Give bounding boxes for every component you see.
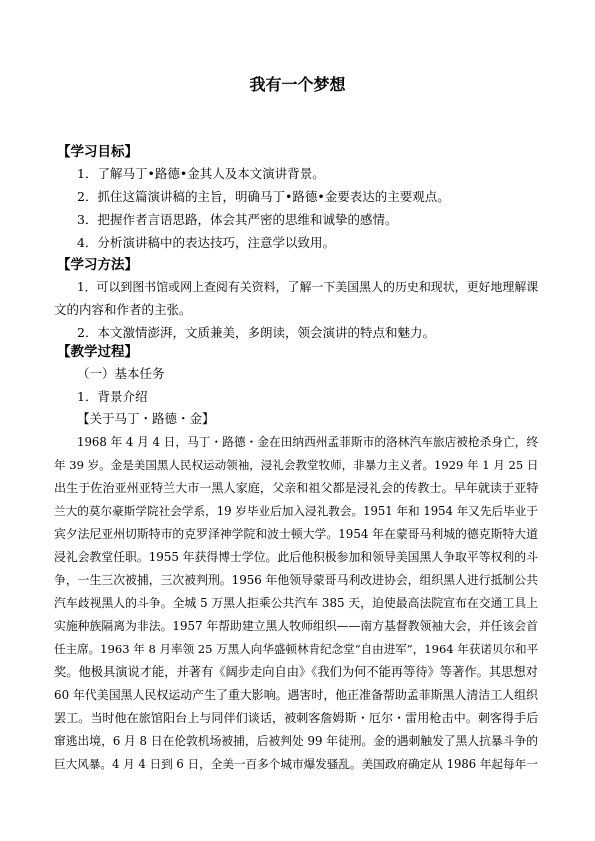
subheading: 1．背景介绍 — [77, 389, 148, 404]
paragraph-line: 宾夕法尼亚州切斯特市的克罗泽神学院和波士顿大学。1954 年在蒙哥马利城的德克斯特大道 — [54, 527, 538, 541]
paragraph-line: 兰大的莫尔豪斯学院社会学系，19 岁毕业后加入浸礼教会。1951 年和 1954 年又先后毕业于 — [54, 504, 538, 518]
goal-item: 1．了解马丁•路德•金其人及本文演讲背景。 — [77, 166, 325, 181]
method-item-continued: 文的内容和作者的主张。 — [54, 302, 192, 317]
goal-item: 3．把握作者言语思路，体会其严密的思维和诚挚的感情。 — [77, 212, 398, 227]
paragraph-line: 出生于佐治亚州亚特兰大市一黑人家庭，父亲和祖父都是浸礼会的传教士。早年就读于亚特 — [54, 481, 539, 495]
page-title: 我有一个梦想 — [249, 75, 346, 94]
method-item: 2．本文激情澎湃，文质兼美，多朗读，领会演讲的特点和魅力。 — [77, 325, 435, 340]
paragraph-line: 实施种族隔离为非法。1957 年帮助建立黑人牧师组织——南方基督教领袖大会，并任该会首 — [54, 619, 538, 633]
paragraph-line: 争，一生三次被捕，三次被判刑。1956 年他领导蒙哥马利改进协会，组织黑人进行抵制公共 — [54, 573, 538, 587]
paragraph-line: 浸礼会教堂任职。1955 年获得博士学位。此后他积极参加和领导美国黑人争取平等权利的斗 — [54, 550, 538, 564]
paragraph-line: 窜逃出境，6 月 8 日在伦敦机场被捕，后被判处 99 年徒刑。金的遇刺触发了黑人抗暴斗争的 — [54, 734, 538, 748]
paragraph-line: 60 年代美国黑人民权运动产生了重大影响。遇害时，他正准备帮助孟菲斯黑人清洁工人组织 — [54, 688, 538, 702]
paragraph-line: 任主席。1963 年 8 月率领 25 万黑人向华盛顿林肯纪念堂“自由进军”，1964 年获诺贝尔和平 — [54, 642, 539, 656]
goal-item: 2．抓住这篇演讲稿的主旨，明确马丁•路德•金要表达的主要观点。 — [77, 189, 450, 204]
goal-item: 4．分析演讲稿中的表达技巧，注意学以致用。 — [77, 235, 335, 250]
paragraph-line: 罢工。当时他在旅馆阳台上与同伴们谈话，被刺客詹姆斯・厄尔・雷用枪击中。刺客得手后 — [54, 711, 539, 725]
subheading: （一）基本任务 — [77, 366, 165, 381]
paragraph-line: 汽车歧视黑人的斗争。全城 5 万黑人拒乘公共汽车 385 天，迫使最高法院宣布在交通工具上 — [54, 596, 539, 610]
subheading: 【关于马丁・路德・金】 — [77, 411, 215, 426]
method-item: 1．可以到图书馆或网上查阅有关资料，了解一下美国黑人的历史和现状，更好地理解课 — [77, 280, 539, 294]
paragraph-line: 1968 年 4 月 4 日，马丁・路德・金在田纳西州孟菲斯市的洛林汽车旅店被枪杀身亡，终 — [77, 435, 539, 449]
section-heading-goals: 【学习目标】 — [57, 144, 138, 160]
section-heading-methods: 【学习方法】 — [57, 257, 138, 273]
paragraph-line: 巨大风暴。4 月 4 日到 6 日，全美一百多个城市爆发骚乱。美国政府确定从 1986 年起每年一 — [54, 757, 538, 771]
section-heading-process: 【教学过程】 — [57, 344, 138, 360]
paragraph-line: 奖。他极具演说才能，并著有《阔步走向自由》《我们为何不能再等待》等著作。其思想对 — [54, 665, 538, 679]
paragraph-line: 年 39 岁。金是美国黑人民权运动领袖，浸礼会教堂牧师，非暴力主义者。1929 年 1 月 25 日 — [54, 458, 539, 472]
